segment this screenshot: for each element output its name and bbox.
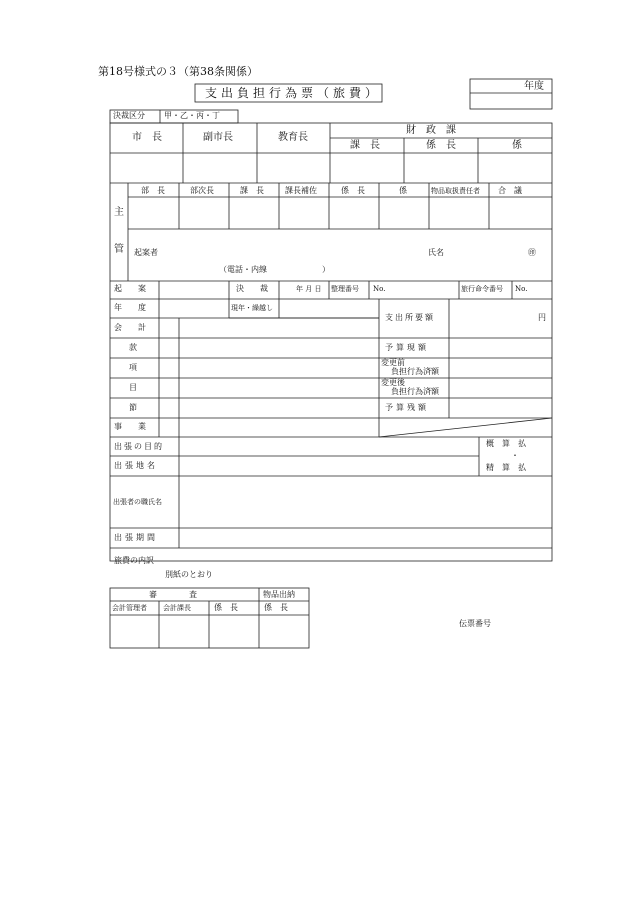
finance-staff: 係 (512, 140, 522, 151)
form-number: 第18号様式の３（第38条関係） (98, 65, 258, 78)
finance-dept-label: 財 政 課 (406, 125, 456, 136)
setsu-label: 節 (129, 403, 137, 412)
current-carryover-label: 現年・繰越し (231, 304, 273, 312)
dept-col-staff: 係 (399, 186, 407, 195)
form-title: 支出負担行為票（旅費） (205, 86, 382, 100)
dept-side-label-2: 管 (114, 244, 124, 255)
vice-mayor-label: 副市長 (203, 132, 233, 143)
current-budget-label: 予算現額 (385, 343, 429, 352)
goods-disbursement-label: 物品出納 (263, 590, 295, 599)
dept-col-assistant-chief: 課長補佐 (285, 186, 317, 195)
estimate-payment-label: 概 算 払 (486, 439, 526, 448)
dept-col-consultation: 合 議 (498, 186, 522, 195)
trip-destination-label: 出張地名 (114, 461, 158, 470)
year-label: 年度 (524, 81, 544, 92)
accounting-manager-label: 会計管理者 (112, 604, 147, 612)
decision-label: 決裁区分 (113, 111, 145, 120)
dept-col-goods-manager: 物品取扱責任者 (431, 187, 480, 195)
audit-chief-2-label: 係 長 (264, 603, 288, 612)
kou-label: 項 (129, 363, 137, 372)
before-committed-label: 負担行為済額 (391, 367, 439, 376)
finance-section-chief: 課 長 (350, 140, 380, 151)
before-change-label: 変更前 (381, 358, 405, 367)
main-frame (110, 123, 552, 561)
after-committed-label: 負担行為済額 (391, 387, 439, 396)
breakdown-value: 別紙のとおり (165, 570, 213, 579)
education-chief-label: 教育長 (278, 132, 308, 143)
project-label: 事 業 (114, 422, 146, 431)
yen-label: 円 (538, 313, 546, 322)
drafting-label: 起 案 (114, 284, 146, 293)
required-amount-label: 支出所要額 (385, 313, 435, 322)
decision-options: 甲・乙・丙・丁 (164, 111, 220, 120)
finance-chief: 係 長 (426, 140, 456, 151)
kan-label: 款 (129, 343, 137, 352)
dept-col-chief: 係 長 (341, 186, 365, 195)
phone-close: ） (322, 265, 330, 274)
drafter-label: 起案者 (134, 248, 158, 257)
date-label: 年 月 日 (296, 285, 322, 293)
name-label: 氏名 (428, 248, 444, 257)
after-change-label: 変更後 (381, 378, 405, 387)
voucher-number-label: 伝票番号 (459, 619, 491, 628)
travel-order-no-label: No. (515, 285, 528, 293)
audit-chief-1-label: 係 長 (214, 603, 238, 612)
seal-mark: ㊞ (528, 248, 536, 257)
accounts-label: 会 計 (114, 323, 146, 332)
budget-balance-label: 予算残額 (385, 403, 429, 412)
phone-label: （電話・内線 (219, 265, 267, 274)
dept-side-label-1: 主 (114, 207, 124, 218)
review-label: 審 査 (149, 590, 197, 599)
travel-order-label: 旅行命令番号 (461, 285, 503, 293)
accounting-chief-label: 会計課長 (163, 604, 191, 612)
decision-date-label: 決 裁 (236, 284, 268, 293)
breakdown-label: 旅費の内訳 (114, 556, 154, 565)
payment-dot: ・ (511, 451, 519, 460)
mayor-label: 市 長 (132, 132, 162, 143)
trip-period-label: 出張期間 (114, 533, 158, 542)
moku-label: 目 (129, 383, 137, 392)
dept-col-director: 部 長 (141, 186, 165, 195)
dept-col-deputy-director: 部次長 (190, 186, 214, 195)
file-number-label: 整理番号 (331, 285, 359, 293)
settlement-payment-label: 精 算 払 (486, 463, 526, 472)
trip-purpose-label: 出張の目的 (114, 442, 164, 451)
fiscal-year-label: 年 度 (114, 303, 146, 312)
file-no-label: No. (373, 285, 386, 293)
dept-col-section-chief: 課 長 (240, 186, 264, 195)
traveler-name-label: 出張者の職氏名 (113, 498, 162, 506)
